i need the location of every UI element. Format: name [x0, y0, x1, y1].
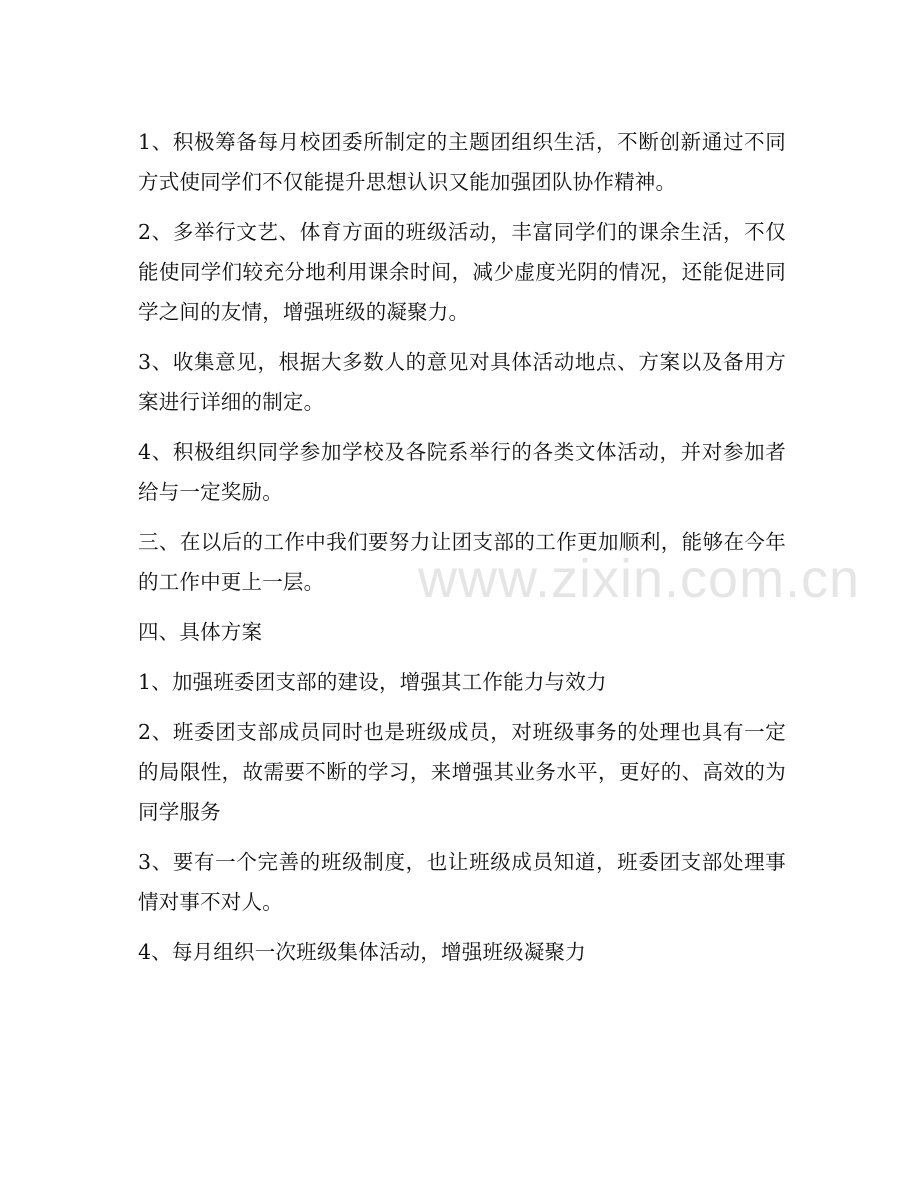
paragraph-10: 4、每月组织一次班级集体活动，增强班级凝聚力: [138, 940, 586, 964]
paragraph-1: 1、积极筹备每月校团委所制定的主题团组织生活，不断创新通过不同方式使同学们不仅能提升思想认识又能加强团队协作精神。: [138, 130, 786, 194]
paragraph-3: 3、收集意见，根据大多数人的意见对具体活动地点、方案以及备用方案进行详细的制定。: [138, 350, 786, 414]
document-body: [138, 122, 786, 982]
paragraph-8: 2、班委团支部成员同时也是班级成员，对班级事务的处理也具有一定的局限性，故需要不断的学习，来增强其业务水平，更好的、高效的为同学服务: [138, 720, 786, 824]
section-heading: 四、具体方案: [138, 620, 263, 644]
paragraph-9: 3、要有一个完善的班级制度，也让班级成员知道，班委团支部处理事情对事不对人。: [138, 850, 786, 914]
watermark: www.zixin.com.cn: [418, 549, 861, 609]
paragraph-4: 4、积极组织同学参加学校及各院系举行的各类文体活动，并对参加者给与一定奖励。: [138, 440, 786, 504]
paragraph-7: 1、加强班委团支部的建设，增强其工作能力与效力: [138, 670, 607, 694]
paragraph-5: 三、在以后的工作中我们要努力让团支部的工作更加顺利，能够在今年的工作中更上一层。: [138, 530, 786, 594]
paragraph-2: 2、多举行文艺、体育方面的班级活动，丰富同学们的课余生活，不仅能使同学们较充分地利用课余时间，减少虚度光阴的情况，还能促进同学之间的友情，增强班级的凝聚力。: [138, 220, 786, 324]
